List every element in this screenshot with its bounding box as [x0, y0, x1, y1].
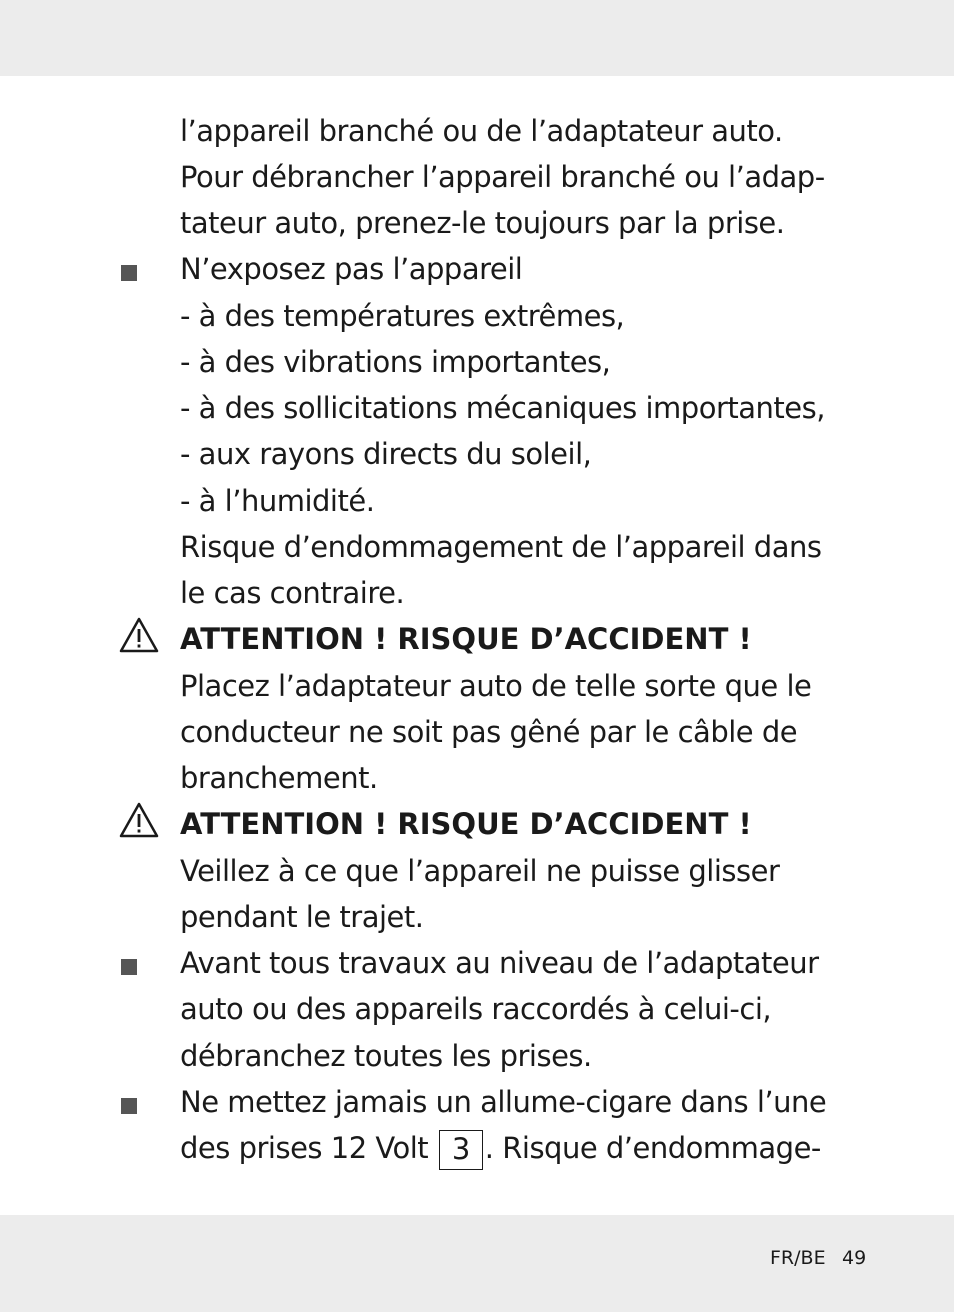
header-band [0, 0, 954, 76]
text-fragment: des prises 12 Volt [180, 1131, 429, 1165]
text-line: Pour débrancher l’appareil branché ou l’adap- [180, 160, 825, 194]
warning-heading: ATTENTION ! RISQUE D’ACCIDENT ! [180, 622, 752, 656]
text-line: Ne mettez jamais un allume-cigare dans l’une [180, 1085, 827, 1119]
text-line: - à des températures extrêmes, [180, 299, 625, 333]
reference-number-box: 3 [439, 1130, 483, 1170]
square-bullet-icon [121, 1098, 137, 1114]
text-line: tateur auto, prenez-le toujours par la prise. [180, 206, 785, 240]
text-line: - à des sollicitations mécaniques importantes, [180, 391, 825, 425]
warning-triangle-icon [118, 616, 160, 654]
text-line: N’exposez pas l’appareil [180, 252, 523, 286]
text-line: Avant tous travaux au niveau de l’adaptateur [180, 946, 819, 980]
text-line: Placez l’adaptateur auto de telle sorte que le [180, 669, 812, 703]
footer-language: FR/BE [770, 1247, 826, 1269]
text-line: - à des vibrations importantes, [180, 345, 611, 379]
text-line: débranchez toutes les prises. [180, 1039, 592, 1073]
text-line [180, 1125, 821, 1171]
square-bullet-icon [121, 959, 137, 975]
warning-heading: ATTENTION ! RISQUE D’ACCIDENT ! [180, 807, 752, 841]
text-line: - aux rayons directs du soleil, [180, 437, 592, 471]
page-number: 49 [842, 1247, 867, 1269]
text-line: auto ou des appareils raccordés à celui-ci, [180, 992, 772, 1026]
text-line: le cas contraire. [180, 576, 405, 610]
text-fragment: . Risque d’endommage- [484, 1131, 821, 1165]
text-line: Veillez à ce que l’appareil ne puisse glisser [180, 854, 780, 888]
square-bullet-icon [121, 265, 137, 281]
text-line: branchement. [180, 761, 378, 795]
text-line: - à l’humidité. [180, 484, 375, 518]
text-line: pendant le trajet. [180, 900, 424, 934]
warning-triangle-icon [118, 801, 160, 839]
text-line: conducteur ne soit pas gêné par le câble de [180, 715, 798, 749]
text-line: l’appareil branché ou de l’adaptateur auto. [180, 114, 783, 148]
text-line: Risque d’endommagement de l’appareil dans [180, 530, 822, 564]
